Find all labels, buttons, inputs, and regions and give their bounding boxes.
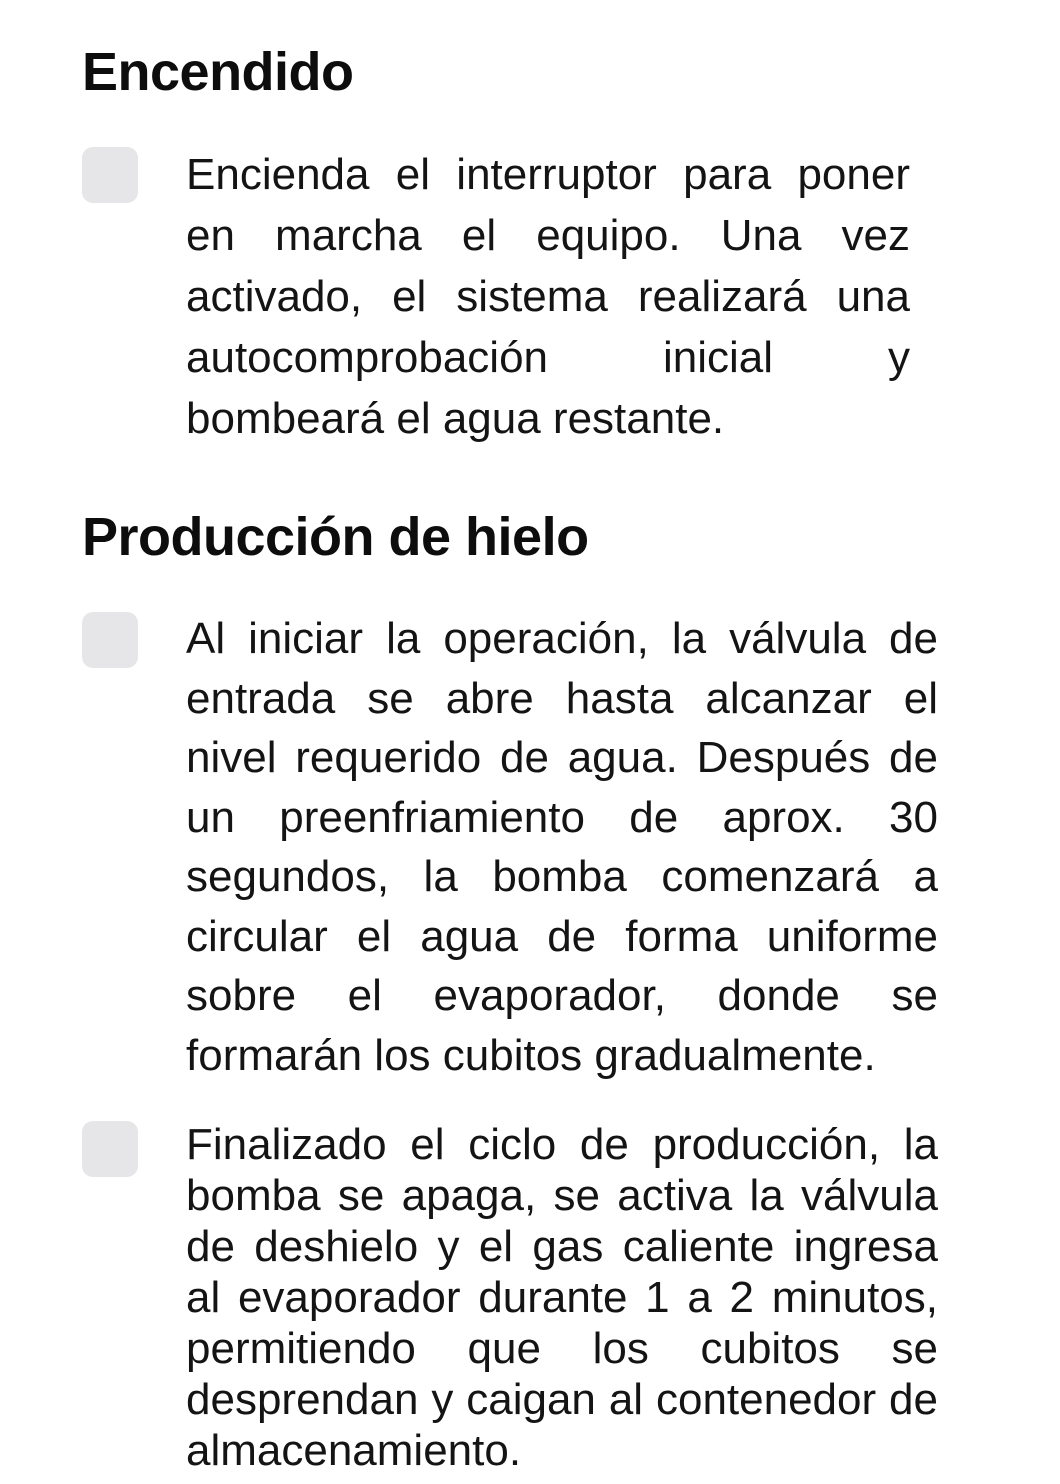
checkbox[interactable] xyxy=(82,1121,138,1177)
section-title-encendido: Encendido xyxy=(82,42,354,102)
checklist-item-text: Al iniciar la operación, la válvula de entrada se abre hasta alcanzar el nivel requerido de agua. Después de un preenfriamiento de aprox. 30 segundos, la bomba comenzará a circular el agua de forma uniforme sobre el evaporador, donde se formarán los cubitos gradualmente. xyxy=(186,614,938,1080)
checkbox[interactable] xyxy=(82,147,138,203)
checklist-item-text: Encienda el interruptor para poner en marcha el equipo. Una vez activado, el sistema realizará una autocomprobación inicial y bombeará el agua restante. xyxy=(186,150,910,443)
checklist-item-text: Finalizado el ciclo de producción, la bomba se apaga, se activa la válvula de deshielo y el gas caliente ingresa al evaporador durante 1 a 2 minutos, permitiendo que los cubitos se desprendan y caigan al contenedor de almacenamiento. xyxy=(186,1120,938,1475)
section-title-produccion-de-hielo: Producción de hielo xyxy=(82,507,589,567)
checkbox[interactable] xyxy=(82,612,138,668)
